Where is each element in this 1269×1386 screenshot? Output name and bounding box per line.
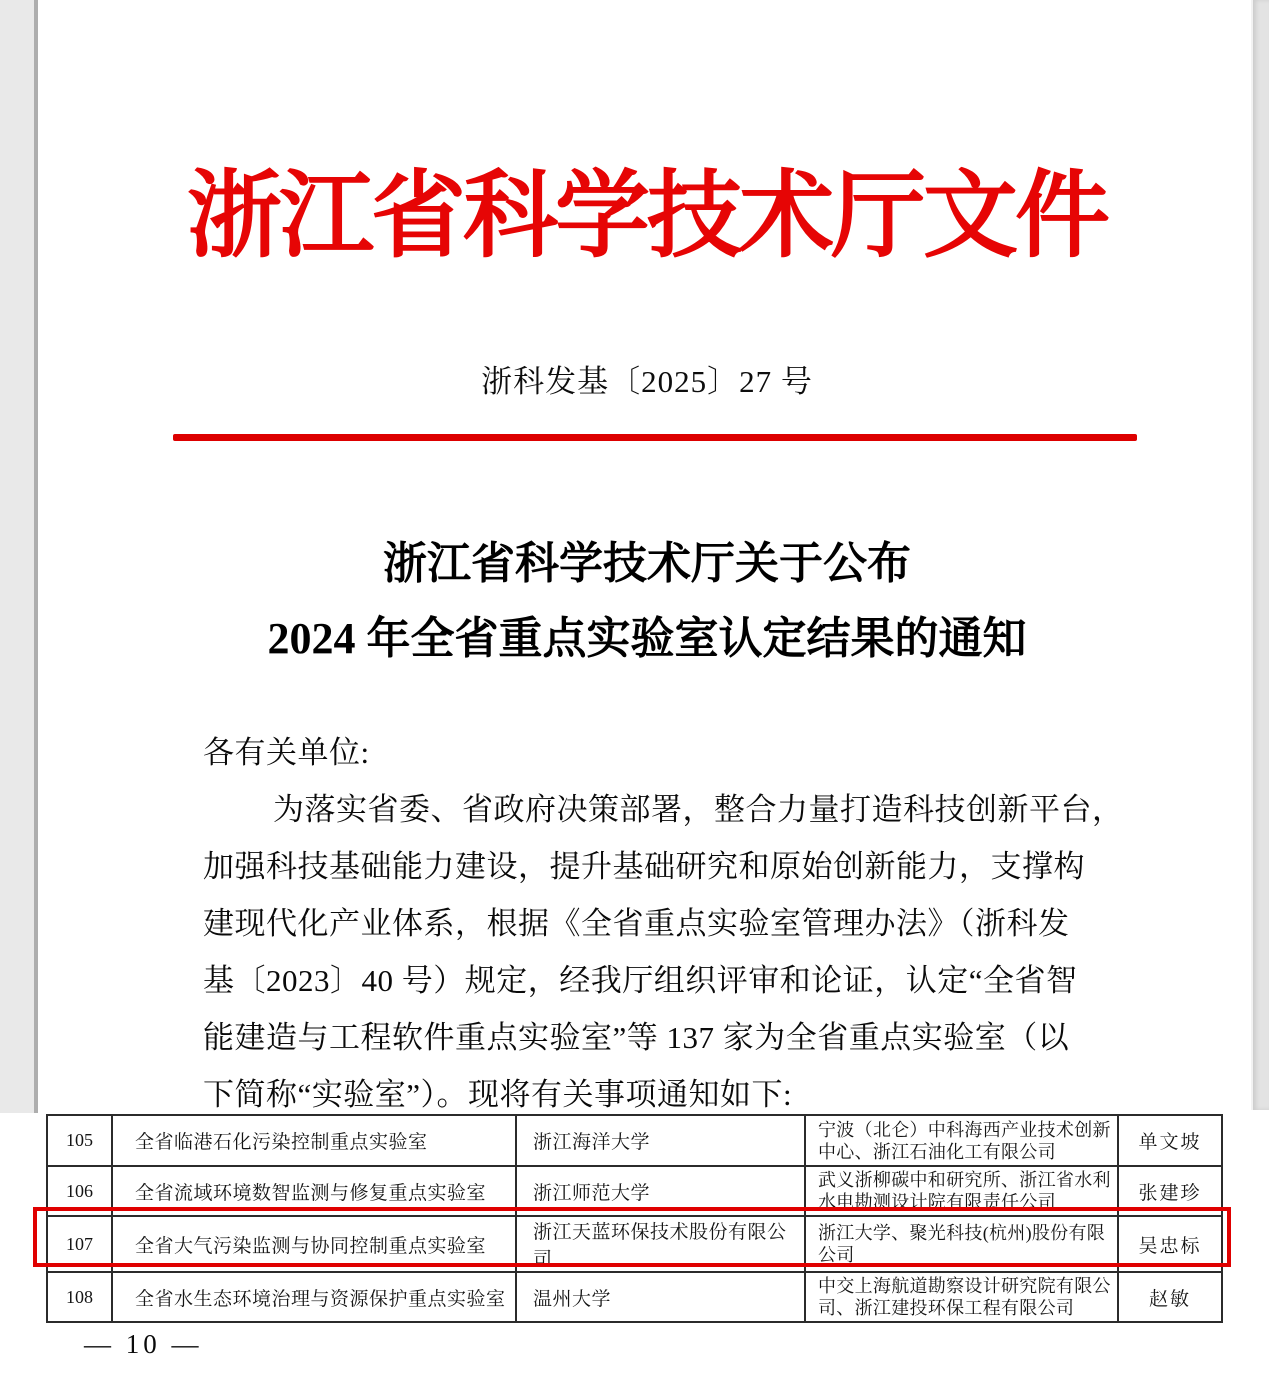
body-text-line: 能建造与工程软件重点实验室”等 137 家为全省重点实验室（以	[203, 1020, 1070, 1055]
partner-units: 武义浙柳碳中和研究所、浙江省水利水电勘测设计院有限责任公司	[805, 1166, 1118, 1216]
body-text-line: 为落实省委、省政府决策部署，整合力量打造科技创新平台，	[273, 792, 1124, 827]
lab-name: 全省水生态环境治理与资源保护重点实验室	[112, 1272, 516, 1322]
page-number: — 10 —	[84, 1329, 203, 1359]
notice-title-line-1: 浙江省科学技术厅关于公布	[383, 539, 911, 588]
body-text-line: 基〔2023〕40 号）规定，经我厅组织评审和论证，认定“全省智	[203, 963, 1078, 998]
red-divider-rule	[173, 434, 1137, 441]
partner-units: 中交上海航道勘察设计研究院有限公司、浙江建投环保工程有限公司	[805, 1272, 1118, 1322]
host-organization: 浙江海洋大学	[516, 1115, 805, 1166]
salutation: 各有关单位:	[203, 735, 370, 770]
red-highlight-annotation-box	[33, 1207, 1231, 1267]
lab-name: 全省临港石化污染控制重点实验室	[112, 1115, 516, 1166]
notice-title-line-2: 2024 年全省重点实验室认定结果的通知	[267, 614, 1027, 663]
lab-name: 全省大气污染监测与协同控制重点实验室	[112, 1216, 516, 1272]
page-right-margin-shadow	[1251, 0, 1269, 1110]
partner-units: 宁波（北仑）中科海西产业技术创新中心、浙江石油化工有限公司	[805, 1115, 1118, 1166]
row-number: 107	[47, 1216, 112, 1272]
body-text-line: 下简称“实验室”）。现将有关事项通知如下:	[203, 1077, 793, 1112]
director-name: 吴忠标	[1118, 1216, 1222, 1272]
host-organization: 温州大学	[516, 1272, 805, 1322]
row-number: 105	[47, 1115, 112, 1166]
page-left-margin-shadow	[0, 0, 38, 1113]
host-organization: 浙江师范大学	[516, 1166, 805, 1216]
row-number: 106	[47, 1166, 112, 1216]
director-name: 张建珍	[1118, 1166, 1222, 1216]
partner-units: 浙江大学、聚光科技(杭州)股份有限公司	[805, 1216, 1118, 1272]
host-organization: 浙江天蓝环保技术股份有限公司	[516, 1216, 805, 1272]
body-text-line: 建现代化产业体系，根据《全省重点实验室管理办法》（浙科发	[203, 906, 1070, 941]
director-name: 赵敏	[1118, 1272, 1222, 1322]
table-row-105	[47, 1115, 1222, 1166]
row-number: 108	[47, 1272, 112, 1322]
lab-name: 全省流域环境数智监测与修复重点实验室	[112, 1166, 516, 1216]
director-name: 单文坡	[1118, 1115, 1222, 1166]
table-row-108	[47, 1272, 1222, 1322]
document-reference-number: 浙科发基〔2025〕27 号	[481, 364, 813, 399]
document-header-title: 浙江省科学技术厅文件	[186, 163, 1107, 269]
body-text-line: 加强科技基础能力建设，提升基础研究和原始创新能力，支撑构	[203, 849, 1085, 884]
